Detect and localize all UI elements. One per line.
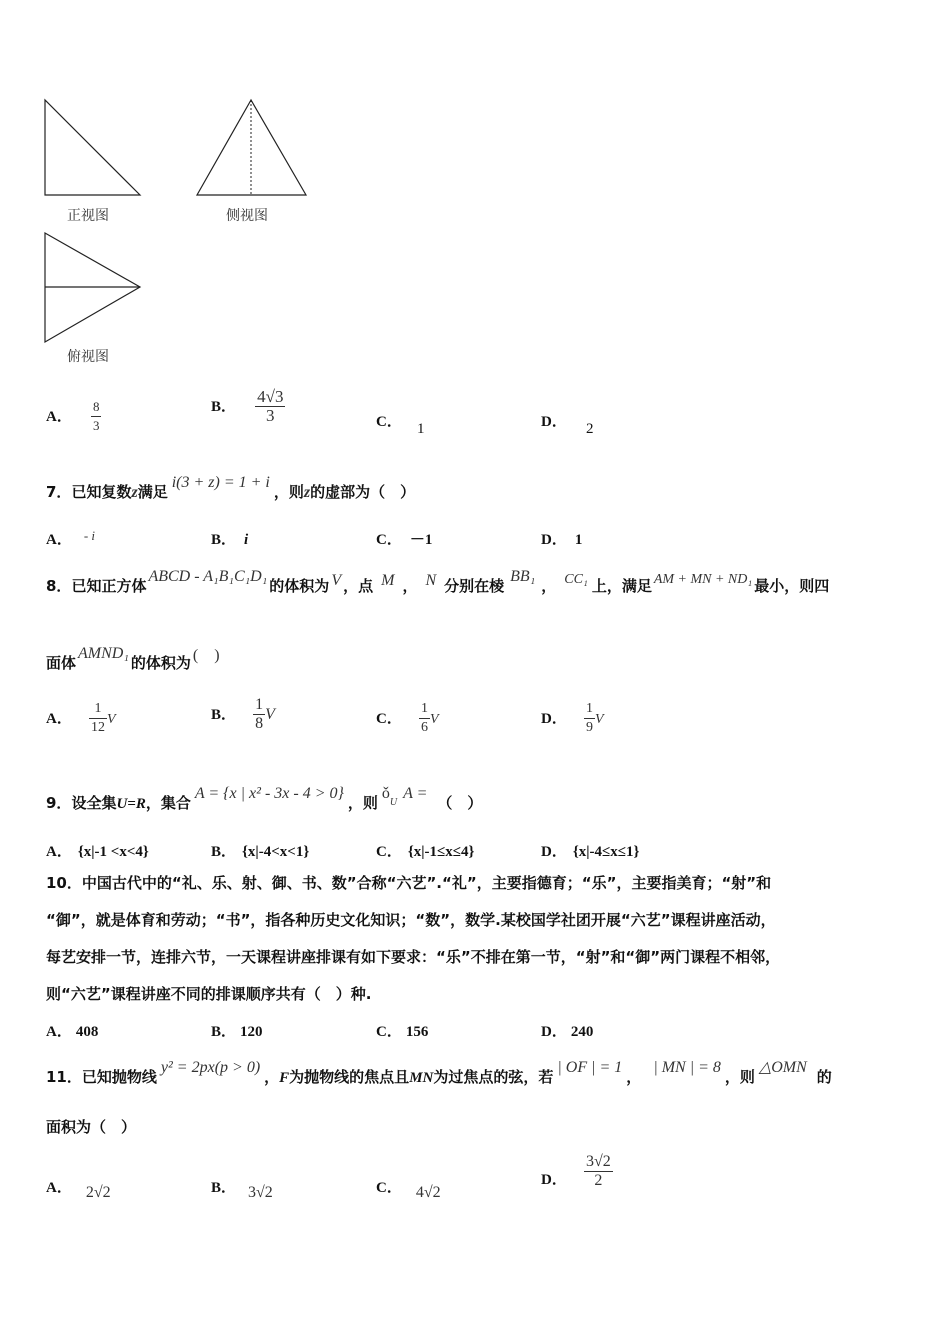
- q7-option-d[interactable]: D． 1: [541, 532, 583, 548]
- q10-option-d[interactable]: D． 240: [541, 1024, 594, 1040]
- question-11-line-1: 11．已知抛物线y² = 2px(p > 0)，F为抛物线的焦点且MN为过焦点的弦，若| OF | = 1，| MN | = 8，则△OMN的: [46, 1059, 832, 1086]
- q10-option-a[interactable]: A． 408: [46, 1024, 99, 1040]
- q11-option-c[interactable]: C． 4√2: [376, 1180, 441, 1201]
- q9-option-b[interactable]: B． {x|-4<x<1}: [211, 844, 310, 860]
- q7-option-b[interactable]: B． i: [211, 532, 249, 548]
- q6-option-b-fraction: $\frac{4√3}{3}$: [257, 387, 284, 425]
- q11-option-b[interactable]: B． 3√2: [211, 1180, 273, 1201]
- question-11-line-2: 面积为（ ）: [46, 1118, 137, 1136]
- question-10: 10．中国古代中的“礼、乐、射、御、书、数”合称“六艺”.“礼”，主要指德育；“乐”，主要指美育；“射”和 “御”，就是体育和劳动；“书”，指各种历史文化知识；“数”，数学.某校国学社团开展“六艺”课程讲座活动， 每艺安排一节，连排六节，一天课程讲座排课有如下要求：“乐”不排在第一节，“射”和“御”两门课程不相邻， 则“六艺”课程讲座不同的排课顺序共有（ ）种.: [46, 874, 781, 1003]
- front-view-shape: [45, 100, 140, 195]
- top-view-caption: 俯视图: [67, 349, 109, 365]
- question-8-line-2: 面体AMND₁的体积为 ( ): [46, 645, 220, 672]
- q6-option-a[interactable]: A． $\frac{8}{3}$: [46, 399, 100, 433]
- q11-option-a[interactable]: A． 2√2: [46, 1180, 111, 1201]
- q10-option-c[interactable]: C． 156: [376, 1024, 429, 1040]
- q6-option-a-fraction: $\frac{8}{3}$: [92, 399, 100, 433]
- front-view-caption: 正视图: [67, 208, 109, 224]
- side-view-caption: 侧视图: [226, 208, 268, 224]
- q9-option-a[interactable]: A． {x|-1 <x<4}: [46, 844, 149, 860]
- question-9: 9．设全集U=R，集合A = {x | x² - 3x - 4 > 0}，则$ǒ^UA$ =（ ）: [46, 785, 483, 812]
- q7-equation: i(3 + z) = 1 + i: [171, 474, 270, 491]
- q7-option-a[interactable]: A． $^{- i}$: [46, 528, 96, 548]
- q6-option-d[interactable]: D． 2: [541, 414, 594, 437]
- question-8-line-1: 8．已知正方体ABCD - A₁B₁C₁D₁的体积为 V ，点 M ， N 分别在棱BB₁， CC₁ 上，满足 AM + MN + ND₁ 最小，则四: [46, 568, 830, 595]
- q7-option-c[interactable]: C． －1: [376, 532, 433, 548]
- q11-option-d[interactable]: D． $\frac{3√2}{2}$: [541, 1153, 611, 1189]
- q9-set-a: A = {x | x² - 3x - 4 > 0}: [194, 785, 344, 802]
- q9-option-c[interactable]: C． {x|-1≤x≤4}: [376, 844, 475, 860]
- q8-option-a[interactable]: A． $\frac{1}{12}$ V: [46, 701, 116, 735]
- q6-option-c[interactable]: C． 1: [376, 414, 425, 437]
- q10-option-b[interactable]: B． 120: [211, 1024, 263, 1040]
- q6-option-b[interactable]: B． $\frac{4√3}{3}$: [211, 387, 284, 425]
- question-7: 7．已知复数z满足i(3 + z) = 1 + i，则z的虚部为（ ）: [46, 474, 416, 501]
- q8-option-b[interactable]: B． $\frac{1}{8}$ V: [211, 696, 275, 732]
- q9-option-d[interactable]: D． {x|-4≤x≤1}: [541, 844, 640, 860]
- q11-parabola-equation: y² = 2px(p > 0): [160, 1059, 261, 1076]
- q8-option-c[interactable]: C． $\frac{1}{6}$ V: [376, 701, 439, 735]
- three-view-figure: [0, 0, 330, 380]
- q8-option-d[interactable]: D． $\frac{1}{9}$ V: [541, 701, 604, 735]
